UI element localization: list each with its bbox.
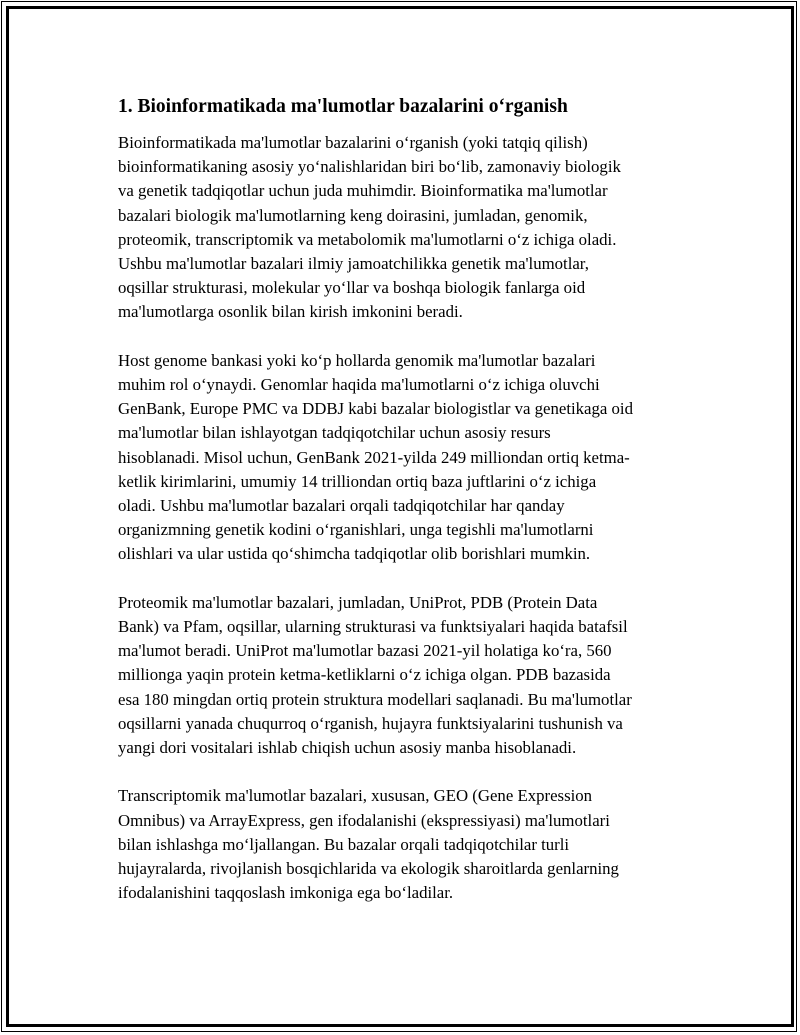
paragraph-line: Proteomik ma'lumotlar bazalari, jumladan, UniProt, PDB (Protein Data bbox=[118, 592, 598, 612]
paragraph-line: Omnibus) va ArrayExpress, gen ifodalanishi (ekspressiyasi) ma'lumotlari bbox=[118, 810, 610, 830]
paragraph-line: muhim rol o‘ynaydi. Genomlar haqida ma'lumotlarni o‘z ichiga oluvchi bbox=[118, 375, 600, 395]
paragraph-line: va genetik tadqiqotlar uchun juda muhimdir. Bioinformatika ma'lumotlar bbox=[118, 181, 608, 201]
paragraph-line: Bioinformatikada ma'lumotlar bazalarini o‘rganish (yoki tatqiq qilish) bbox=[118, 133, 588, 152]
paragraph bbox=[118, 349, 688, 567]
section-heading: 1. Bioinformatikada ma'lumotlar bazalarini o‘rganish bbox=[118, 96, 568, 117]
paragraph-line: organizmning genetik kodini o‘rganishlari, unga tegishli ma'lumotlarni bbox=[118, 520, 594, 540]
paragraph-line: ma'lumotlar bilan ishlayotgan tadqiqotchilar uchun asosiy resurs bbox=[118, 423, 551, 443]
paragraph bbox=[118, 591, 688, 760]
paragraph-line: bazalari biologik ma'lumotlarning keng doirasini, jumladan, genomik, bbox=[118, 205, 588, 225]
paragraph-line: esa 180 mingdan ortiq protein struktura modellari saqlanadi. Bu ma'lumotlar bbox=[118, 689, 632, 709]
paragraph-line: oladi. Ushbu ma'lumotlar bazalari orqali tadqiqotchilar har qanday bbox=[118, 496, 565, 516]
paragraph-line: Bank) va Pfam, oqsillar, ularning strukturasi va funktsiyalari haqida batafsil bbox=[118, 617, 628, 637]
paragraph-line: proteomik, transcriptomik va metabolomik ma'lumotlarni o‘z ichiga oladi. bbox=[118, 229, 617, 249]
paragraph-line: oqsillarni yanada chuqurroq o‘rganish, hujayra funktsiyalarini tushunish va bbox=[118, 713, 623, 733]
paragraph-line: Transcriptomik ma'lumotlar bazalari, xususan, GEO (Gene Expression bbox=[118, 786, 593, 806]
paragraph-line: ma'lumot beradi. UniProt ma'lumotlar bazasi 2021-yil holatiga ko‘ra, 560 bbox=[118, 641, 612, 661]
paragraph-line: bioinformatikaning asosiy yo‘nalishlaridan biri bo‘lib, zamonaviy biologik bbox=[118, 157, 621, 177]
paragraph bbox=[118, 784, 688, 905]
paragraph bbox=[118, 131, 688, 325]
paragraph-line: hisoblanadi. Misol uchun, GenBank 2021-yilda 249 milliondan ortiq ketma- bbox=[118, 447, 630, 467]
paragraph-line: Host genome bankasi yoki ko‘p hollarda genomik ma'lumotlar bazalari bbox=[118, 350, 596, 370]
paragraph-line: oqsillar strukturasi, molekular yo‘llar va boshqa biologik fanlarga oid bbox=[118, 278, 586, 298]
paragraph-line: yangi dori vositalari ishlab chiqish uchun asosiy manba hisoblanadi. bbox=[118, 738, 577, 758]
paragraph-line: olishlari va ular ustida qo‘shimcha tadqiqotlar olib borishlari mumkin. bbox=[118, 544, 591, 564]
document-body bbox=[118, 95, 688, 905]
paragraph-line: bilan ishlashga mo‘ljallangan. Bu bazalar orqali tadqiqotchilar turli bbox=[118, 834, 570, 854]
paragraph-line: ketlik kirimlarini, umumiy 14 trilliondan ortiq baza juftlarini o‘z ichiga bbox=[118, 471, 597, 491]
paragraph-line: millionga yaqin protein ketma-ketliklarni o‘z ichiga olgan. PDB bazasida bbox=[118, 665, 611, 685]
paragraphs-container bbox=[118, 131, 688, 905]
paragraph-line: GenBank, Europe PMC va DDBJ kabi bazalar biologistlar va genetikaga oid bbox=[118, 399, 633, 419]
paragraph-line: ma'lumotlarga osonlik bilan kirish imkonini beradi. bbox=[118, 302, 463, 322]
paragraph-line: ifodalanishini taqqoslash imkoniga ega bo‘ladilar. bbox=[118, 883, 454, 903]
paragraph-line: hujayralarda, rivojlanish bosqichlarida va ekologik sharoitlarda genlarning bbox=[118, 859, 619, 879]
paragraph-line: Ushbu ma'lumotlar bazalari ilmiy jamoatchilikka genetik ma'lumotlar, bbox=[118, 254, 589, 274]
